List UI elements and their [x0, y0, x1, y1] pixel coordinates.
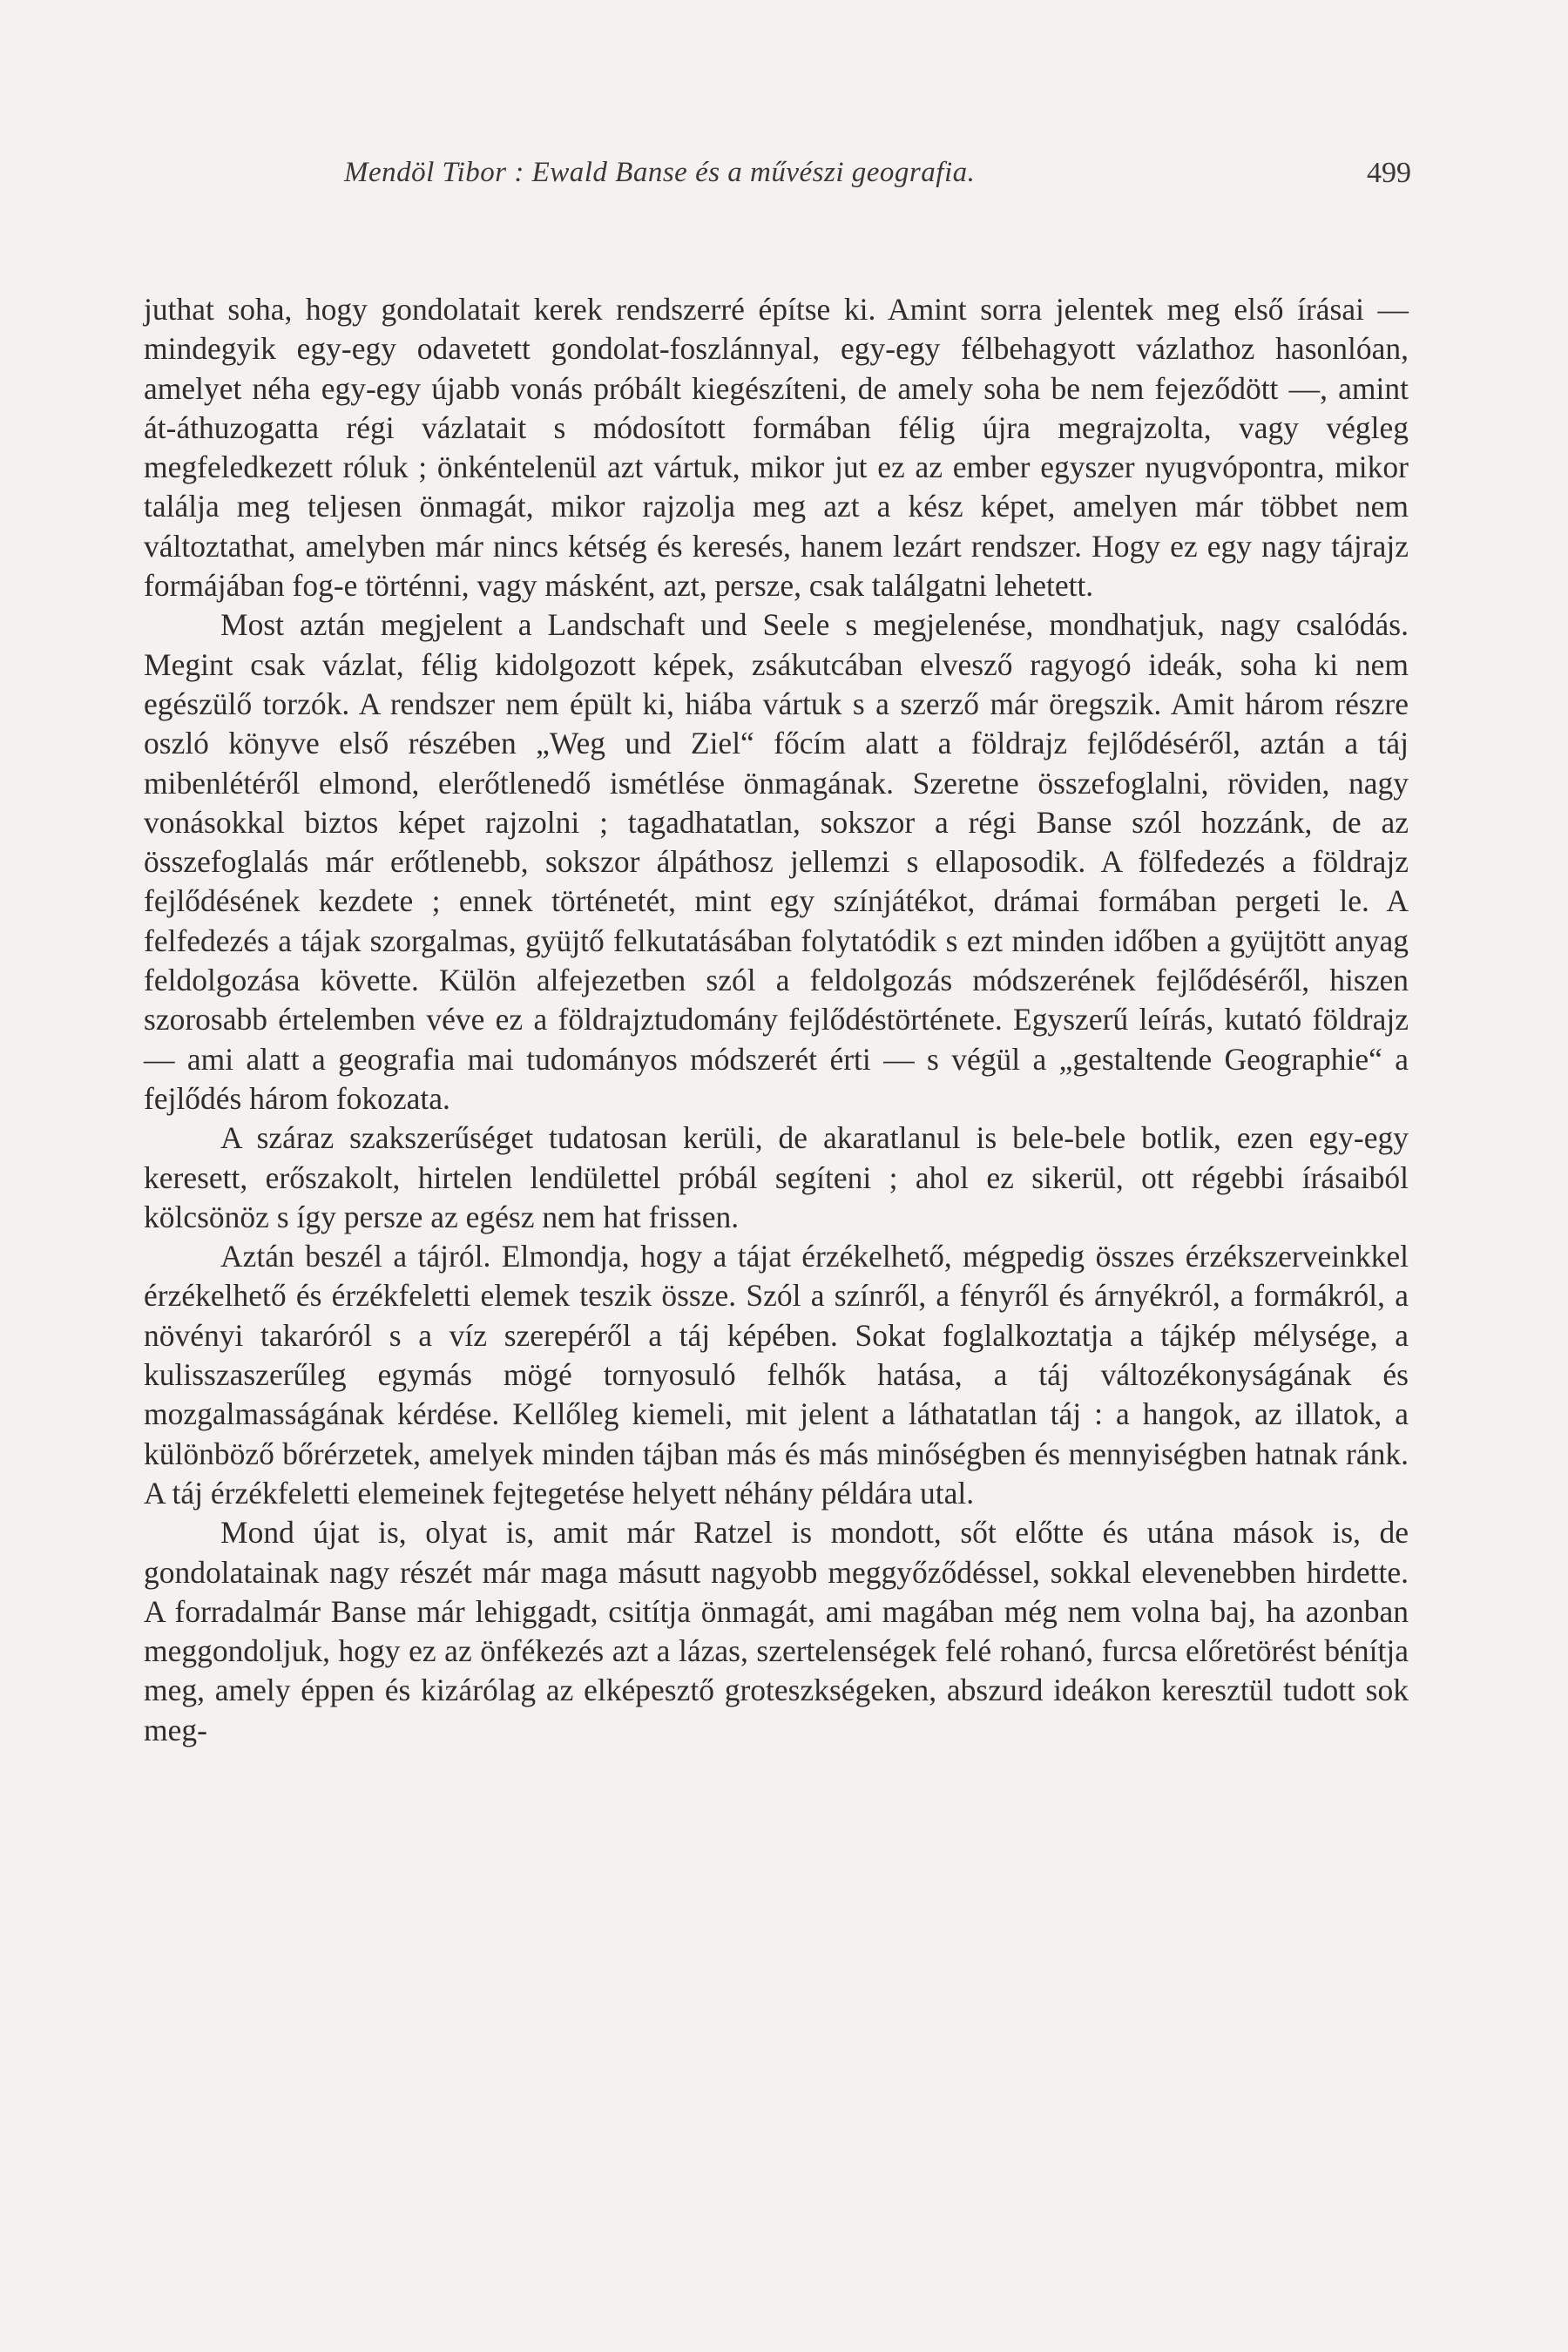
running-title: Mendöl Tibor : Ewald Banse és a művészi geografia. — [344, 157, 976, 188]
paragraph-3: A száraz szakszerűséget tudatosan kerüli, de akaratlanul is bele-bele botlik, ezen egy-egy keresett, erőszakolt, hirtelen lendülettel próbál segíteni ; ahol ez sikerül, ott régebbi írásaiból kölcsönöz s így persze az egész nem hat frissen. — [144, 1120, 1409, 1234]
paragraph-5: Mond újat is, olyat is, amit már Ratzel is mondott, sőt előtte és utána mások is, de gondolatainak nagy részét már maga másutt nagyobb meggyőződéssel, sokkal elevenebben hirdette. A forradalmár Banse már lehiggadt, csitítja önmagát, ami magában még nem volna baj, ha azonban meggondoljuk, hogy ez az önfékezés azt a lázas, szertelenségek felé rohanó, furcsa előretörést bénítja meg, amely éppen és kizárólag az elképesztő groteszkségeken, abszurd ideákon keresztül tudott sok meg- — [144, 1515, 1409, 1747]
paragraph-4: Aztán beszél a tájról. Elmondja, hogy a tájat érzékelhető, mégpedig összes érzékszerveinkkel érzékelhető és érzékfeletti elemek teszik össze. Szól a színről, a fényről és árnyékról, a formákról, a növényi takaróról s a víz szerepéről a táj képében. Sokat foglalkoztatja a tájkép mélysége, a kulisszaszerűleg egymás mögé tornyosuló felhők hatása, a táj változékonyságának és mozgalmasságának kérdése. Kellőleg kiemeli, mit jelent a láthatatlan táj : a hangok, az illatok, a különböző bőrérzetek, amelyek minden tájban más és más minőségben és mennyiségben hatnak ránk. A táj érzékfeletti elemeinek fejtegetése helyett néhány példára utal. — [144, 1239, 1409, 1511]
page-number: 499 — [1367, 157, 1411, 189]
running-head — [344, 157, 1411, 200]
paragraph-1: juthat soha, hogy gondolatait kerek rendszerré építse ki. Amint sorra jelentek meg első írásai — mindegyik egy-egy odavetett gondolat-foszlánnyal, egy-egy félbehagyott vázlathoz hasonlóan, amelyet néha egy-egy újabb vonás próbált kiegészíteni, de amely soha be nem fejeződött —, amint át-áthuzogatta régi vázlatait s módosított formában félig újra megrajzolta, vagy végleg megfeledkezett róluk ; önkéntelenül azt vártuk, mikor jut ez az ember egyszer nyugvópontra, mikor találja meg teljesen önmagát, mikor rajzolja meg azt a kész képet, amelyen már többet nem változtathat, amelyben már nincs kétség és keresés, hanem lezárt rendszer. Hogy ez egy nagy tájrajz formájában fog-e történni, vagy másként, azt, persze, csak találgatni lehetett. — [144, 292, 1409, 604]
paragraph-2: Most aztán megjelent a Landschaft und Seele s megjelenése, mondhatjuk, nagy csalódás. Megint csak vázlat, félig kidolgozott képek, zsákutcában elvesző ragyogó ideák, soha ki nem egészülő torzók. A rendszer nem épült ki, hiába vártuk s a szerző már öregszik. Amit három részre oszló könyve első részében „Weg und Ziel“ főcím alatt a földrajz fejlődéséről, aztán a táj mibenlétéről elmond, elerőtlenedő ismétlése önmagának. Szeretne összefoglalni, röviden, nagy vonásokkal biztos képet rajzolni ; tagadhatatlan, sokszor a régi Banse szól hozzánk, de az összefoglalás már erőtlenebb, sokszor álpáthosz jellemzi s ellaposodik. A fölfedezés a földrajz fejlődésének kezdete ; ennek történetét, mint egy színjátékot, drámai formában pergeti le. A felfedezés a tájak szorgalmas, gyüjtő felkutatásában folytatódik s ezt minden időben a gyüjtött anyag feldolgozása követte. Külön alfejezetben szól a feldolgozás módszerének fejlődéséről, hiszen szorosabb értelemben véve ez a földrajztudomány fejlődéstörténete. Egyszerű leírás, kutató földrajz — ami alatt a geografia mai tudományos módszerét érti — s végül a „gestaltende Geographie“ a fejlődés három fokozata. — [144, 607, 1409, 1116]
body-text — [144, 290, 1409, 1750]
